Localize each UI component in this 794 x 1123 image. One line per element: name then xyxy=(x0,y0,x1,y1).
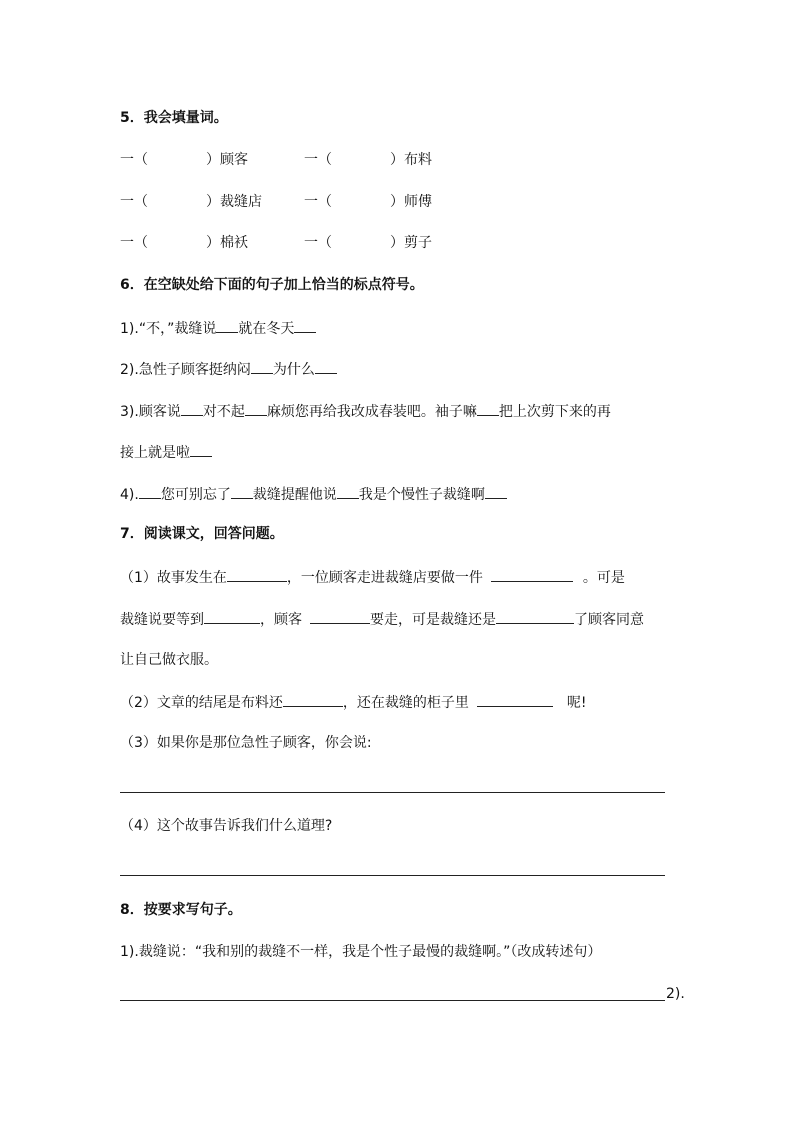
q5-title: 5．我会填量词。 xyxy=(120,110,228,126)
q7-p2-text-1: （2）文章的结尾是布料还 xyxy=(120,695,283,711)
q7-part-1-line-1 xyxy=(120,566,625,588)
q7-part-1-line-3: 让自己做衣服。 xyxy=(120,652,218,668)
q6-s3-text-4: 把上次剪下来的再 xyxy=(498,404,611,420)
q7-p1-text-6: 要走，可是裁缝还是 xyxy=(370,612,496,628)
answer-blank[interactable] xyxy=(477,691,553,707)
answer-blank[interactable] xyxy=(227,566,287,582)
punct-blank[interactable] xyxy=(294,317,316,333)
q5-row-3 xyxy=(120,233,248,253)
q7-part-3: （3）如果你是那位急性子顾客，你会说: xyxy=(120,735,372,751)
q6-s2-text-1: 2).急性子顾客挺纳闷 xyxy=(120,362,251,378)
q5-item-pre: 一（ xyxy=(120,235,148,251)
punct-blank[interactable] xyxy=(251,358,273,374)
punct-blank[interactable] xyxy=(485,483,507,499)
q5-row-2 xyxy=(120,192,262,212)
punct-blank[interactable] xyxy=(315,358,337,374)
q7-title: 7．阅读课文，回答问题。 xyxy=(120,526,284,542)
q5-item-post: ）布料 xyxy=(390,152,432,168)
answer-blank[interactable] xyxy=(310,608,370,624)
punct-blank[interactable] xyxy=(231,483,253,499)
answer-blank[interactable] xyxy=(496,608,574,624)
q5-row-1 xyxy=(120,150,248,170)
q5-item-pre: 一（ xyxy=(304,194,332,210)
q7-part-4-answer-line[interactable] xyxy=(120,875,665,876)
q5-item-pre: 一（ xyxy=(304,235,332,251)
q5-item-post: ）棉袄 xyxy=(206,235,248,251)
punct-blank[interactable] xyxy=(216,317,238,333)
q7-p2-text-2: ，还在裁缝的柜子里 xyxy=(342,695,469,711)
q7-p1-text-1: （1）故事发生在 xyxy=(120,570,227,586)
punct-blank[interactable] xyxy=(181,400,203,416)
q6-s3-text-3: 麻烦您再给我改成春装吧。袖子嘛 xyxy=(266,404,477,420)
q7-p1-text-5: ，顾客 xyxy=(260,612,302,628)
punct-blank[interactable] xyxy=(477,400,499,416)
q5-row-2b xyxy=(304,192,432,212)
q6-s1-text-1: 1).“不，”裁缝说 xyxy=(120,321,217,337)
q7-p1-text-4: 裁缝说要等到 xyxy=(120,612,204,628)
q5-row-3b xyxy=(304,233,432,253)
q6-s4-text-2: 您可别忘了 xyxy=(160,487,231,503)
punct-blank[interactable] xyxy=(190,441,212,457)
q5-item-post: ）剪子 xyxy=(390,235,432,251)
q8-sentence-1: 1).裁缝说：“我和别的裁缝不一样，我是个性子最慢的裁缝啊。”（改成转述句） xyxy=(120,944,602,960)
q6-sentence-4 xyxy=(120,483,507,505)
punct-blank[interactable] xyxy=(337,483,359,499)
q6-s3-text-5: 接上就是啦 xyxy=(120,445,190,461)
q5-item-pre: 一（ xyxy=(120,152,148,168)
punct-blank[interactable] xyxy=(139,483,161,499)
q6-s4-text-3: 裁缝提醒他说 xyxy=(252,487,337,503)
q8-sentence-1-answer-line[interactable] xyxy=(120,1000,665,1001)
punct-blank[interactable] xyxy=(245,400,267,416)
q5-row-1b xyxy=(304,150,432,170)
q6-s2-text-2: 为什么 xyxy=(272,362,315,378)
q6-s3-text-1: 3).顾客说 xyxy=(120,404,181,420)
q7-p1-text-3: 。可是 xyxy=(582,570,625,586)
q6-s3-text-2: 对不起 xyxy=(202,404,245,420)
q5-item-post: ）师傅 xyxy=(390,194,432,210)
q6-s4-text-1: 4). xyxy=(120,487,139,503)
q5-item-pre: 一（ xyxy=(120,194,148,210)
q8-title: 8．按要求写句子。 xyxy=(120,902,242,918)
q7-p1-text-2: ，一位顾客走进裁缝店要做一件 xyxy=(286,570,483,586)
q7-p1-text-7: 了顾客同意 xyxy=(574,612,644,628)
q6-sentence-3 xyxy=(120,400,611,422)
q7-part-3-answer-line[interactable] xyxy=(120,792,665,793)
q7-part-1-line-2 xyxy=(120,608,644,630)
q8-sentence-2-label: 2). xyxy=(666,986,685,1002)
q6-title: 6．在空缺处给下面的句子加上恰当的标点符号。 xyxy=(120,277,424,293)
q7-p2-text-3: 呢! xyxy=(566,695,587,711)
q6-s4-text-4: 我是个慢性子裁缝啊 xyxy=(358,487,485,503)
answer-blank[interactable] xyxy=(204,608,260,624)
q6-sentence-3-cont xyxy=(120,441,212,463)
q6-s1-text-2: 就在冬天 xyxy=(238,321,295,337)
q7-part-2 xyxy=(120,691,587,713)
answer-blank[interactable] xyxy=(283,691,343,707)
q6-sentence-1 xyxy=(120,317,316,339)
answer-blank[interactable] xyxy=(491,566,573,582)
q5-item-post: ）裁缝店 xyxy=(206,194,262,210)
q6-sentence-2 xyxy=(120,358,337,380)
q5-item-pre: 一（ xyxy=(304,152,332,168)
q7-part-4: （4）这个故事告诉我们什么道理? xyxy=(120,818,333,834)
q5-item-post: ）顾客 xyxy=(206,152,248,168)
